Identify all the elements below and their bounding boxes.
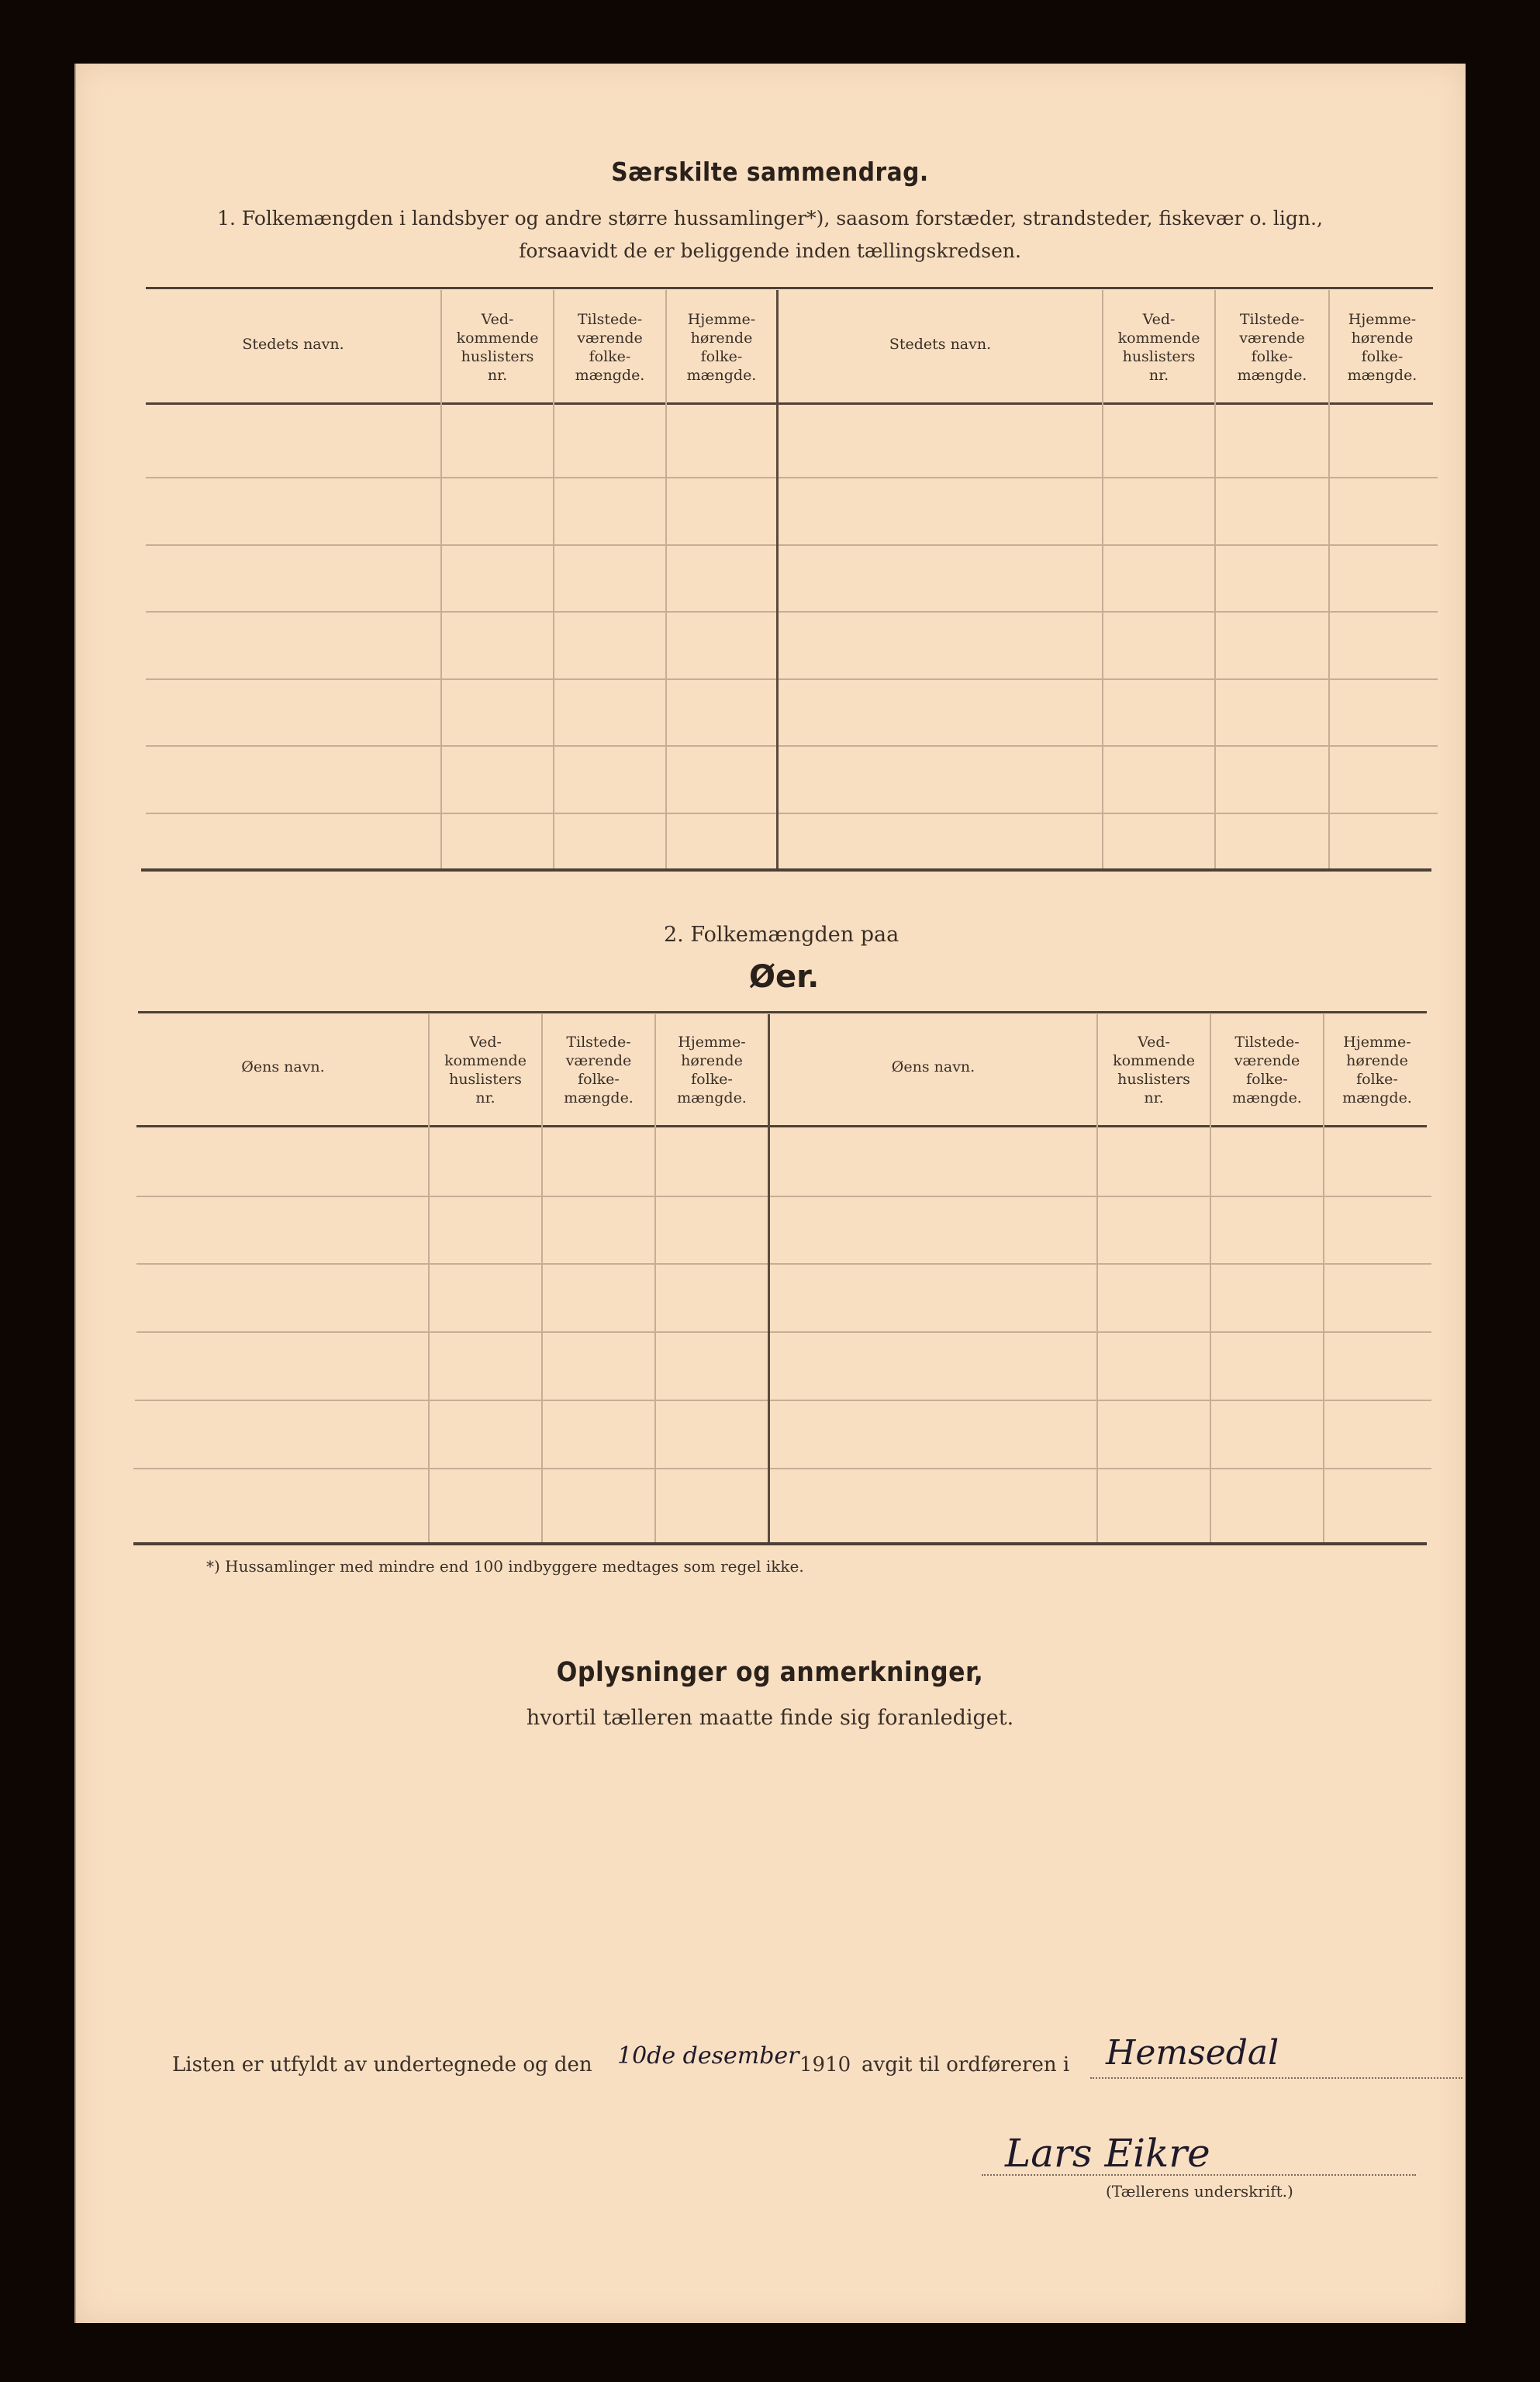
col-tilstedevaerende-2: Tilstede- værende folke- mængde. — [564, 1034, 634, 1106]
signature-name: Lars Eikre — [1005, 2131, 1210, 2176]
table2-header-rule — [136, 1125, 1427, 1127]
col-oens-navn-right: Øens navn. — [891, 1058, 975, 1075]
footnote: *) Hussamlinger med mindre end 100 indbyggere medtages som regel ikke. — [206, 1557, 804, 1576]
table1-top-rule — [146, 287, 1433, 289]
col-ved-kommende-right: Ved- kommende huslisters nr. — [1117, 311, 1200, 384]
table1-header-rule — [146, 402, 1433, 405]
section2-heading: Øer. — [749, 959, 820, 995]
col-tilstedevaerende: Tilstede- værende folke- mængde. — [575, 311, 645, 384]
col-tilstedevaerende-2-right: Tilstede- værende folke- mængde. — [1232, 1034, 1302, 1106]
col-stedets-navn: Stedets navn. — [242, 336, 344, 353]
remarks-subtitle: hvortil tælleren maatte finde sig foranlediget. — [526, 1706, 1014, 1730]
table2-row-line — [133, 1468, 1431, 1469]
name-dotted-line — [982, 2174, 1416, 2176]
table1-row-line — [146, 678, 1438, 680]
table1-row-line — [146, 813, 1438, 814]
col-ved-kommende-2: Ved- kommende huslisters nr. — [444, 1034, 527, 1106]
table2-row-line — [135, 1400, 1431, 1401]
table1-row-line — [146, 745, 1438, 747]
page-left-edge — [74, 64, 76, 2323]
section1-intro-line1: 1. Folkemængden i landsbyer og andre større hussamlinger*), saasom forstæder, strandsteder, fiskevær o. lign., — [217, 207, 1323, 230]
table1-row-line — [146, 544, 1438, 546]
table1-row-line — [146, 477, 1438, 478]
col-oens-navn: Øens navn. — [241, 1058, 325, 1075]
col-stedets-navn-right: Stedets navn. — [889, 336, 992, 353]
signature-caption: (Tællerens underskrift.) — [1106, 2182, 1293, 2201]
census-form-page — [74, 64, 1466, 2323]
signature-mid: avgit til ordføreren i — [862, 2053, 1070, 2076]
table2-row-line — [136, 1263, 1431, 1265]
table2-row-line — [136, 1196, 1431, 1197]
table2-center-divider — [768, 1014, 770, 1542]
table2-bottom-rule — [133, 1542, 1427, 1545]
col-hjemmehorende: Hjemme- hørende folke- mængde. — [686, 311, 757, 384]
col-hjemmehorende-right: Hjemme- hørende folke- mængde. — [1347, 311, 1417, 384]
signature-year: 1910 — [799, 2053, 851, 2076]
table2-row-line — [136, 1331, 1431, 1333]
place-dotted-line — [1090, 2077, 1462, 2079]
col-hjemmehorende-2-right: Hjemme- hørende folke- mængde. — [1342, 1034, 1412, 1106]
signature-prefix: Listen er utfyldt av undertegnede og den — [172, 2053, 592, 2076]
col-hjemmehorende-2: Hjemme- hørende folke- mængde. — [677, 1034, 747, 1106]
page-title: Særskilte sammendrag. — [611, 157, 929, 187]
signature-date: 10de desember — [617, 2042, 799, 2070]
table1-center-divider — [776, 290, 779, 868]
table1-row-line — [146, 611, 1438, 613]
section2-intro: 2. Folkemængden paa — [664, 923, 899, 947]
table2-top-rule — [138, 1011, 1427, 1013]
col-tilstedevaerende-right: Tilstede- værende folke- mængde. — [1237, 311, 1307, 384]
section1-intro-line2: forsaavidt de er beliggende inden tællingskredsen. — [519, 240, 1021, 262]
col-ved-kommende-2-right: Ved- kommende huslisters nr. — [1113, 1034, 1195, 1106]
col-ved-kommende: Ved- kommende huslisters nr. — [456, 311, 539, 384]
remarks-heading: Oplysninger og anmerkninger, — [556, 1657, 984, 1688]
table1-bottom-rule — [141, 868, 1431, 872]
signature-place: Hemsedal — [1106, 2033, 1279, 2073]
